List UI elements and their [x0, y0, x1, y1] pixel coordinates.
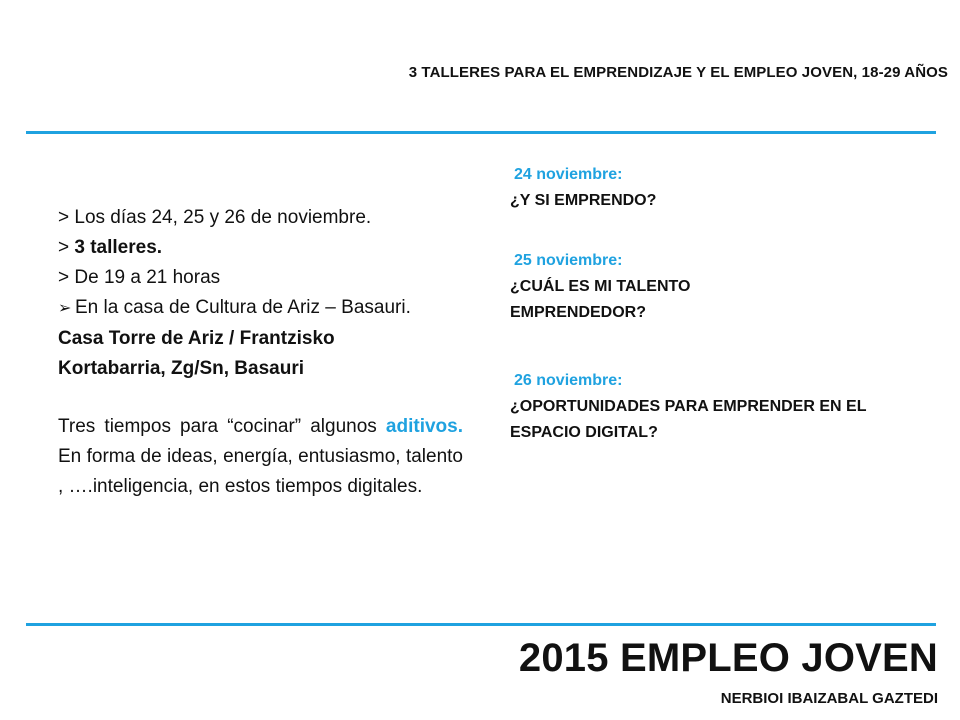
session-item — [510, 248, 770, 326]
session-title: ¿Y SI EMPRENDO? — [510, 192, 657, 209]
session-title: ¿OPORTUNIDADES PARA EMPRENDER EN EL ESPACIO DIGITAL? — [510, 398, 867, 441]
session-date: 25 noviembre: — [514, 252, 623, 269]
workshops-line — [58, 233, 468, 263]
workshops-count: 3 talleres. — [74, 237, 163, 258]
session-date: 24 noviembre: — [514, 166, 623, 183]
workshops-prefix: > — [58, 237, 75, 258]
description-highlight: aditivos. — [385, 416, 463, 437]
venue-text: En la casa de Cultura de Ariz – Basauri. — [75, 297, 411, 318]
top-divider — [26, 131, 936, 134]
description-paragraph — [58, 412, 463, 502]
page-heading: 3 TALLERES PARA EL EMPRENDIZAJE Y EL EMPLEO JOVEN, 18-29 AÑOS — [408, 64, 948, 81]
footer-title: 2015 EMPLEO JOVEN — [518, 636, 938, 680]
session-title: ¿CUÁL ES MI TALENTO EMPRENDEDOR? — [510, 278, 691, 321]
description-part2: En forma de ideas, energía, entusiasmo, talento , ….inteligencia, en estos tiempos digitales. — [58, 446, 463, 497]
description-part1: Tres tiempos para “cocinar” algunos — [58, 416, 386, 437]
session-item — [510, 368, 867, 446]
arrow-bullet-icon: ➢ — [58, 300, 72, 317]
dates-line: > Los días 24, 25 y 26 de noviembre. — [58, 207, 372, 228]
event-details — [58, 203, 468, 502]
session-item — [510, 162, 930, 214]
session-date: 26 noviembre: — [514, 372, 623, 389]
footer-subtitle: NERBIOI IBAIZABAL GAZTEDI — [720, 690, 938, 707]
hours-line: > De 19 a 21 horas — [58, 267, 221, 288]
venue-address: Casa Torre de Ariz / Frantzisko Kortabarria, Zg/Sn, Basauri — [58, 328, 335, 379]
venue-line — [58, 293, 428, 384]
bottom-divider — [26, 623, 936, 626]
